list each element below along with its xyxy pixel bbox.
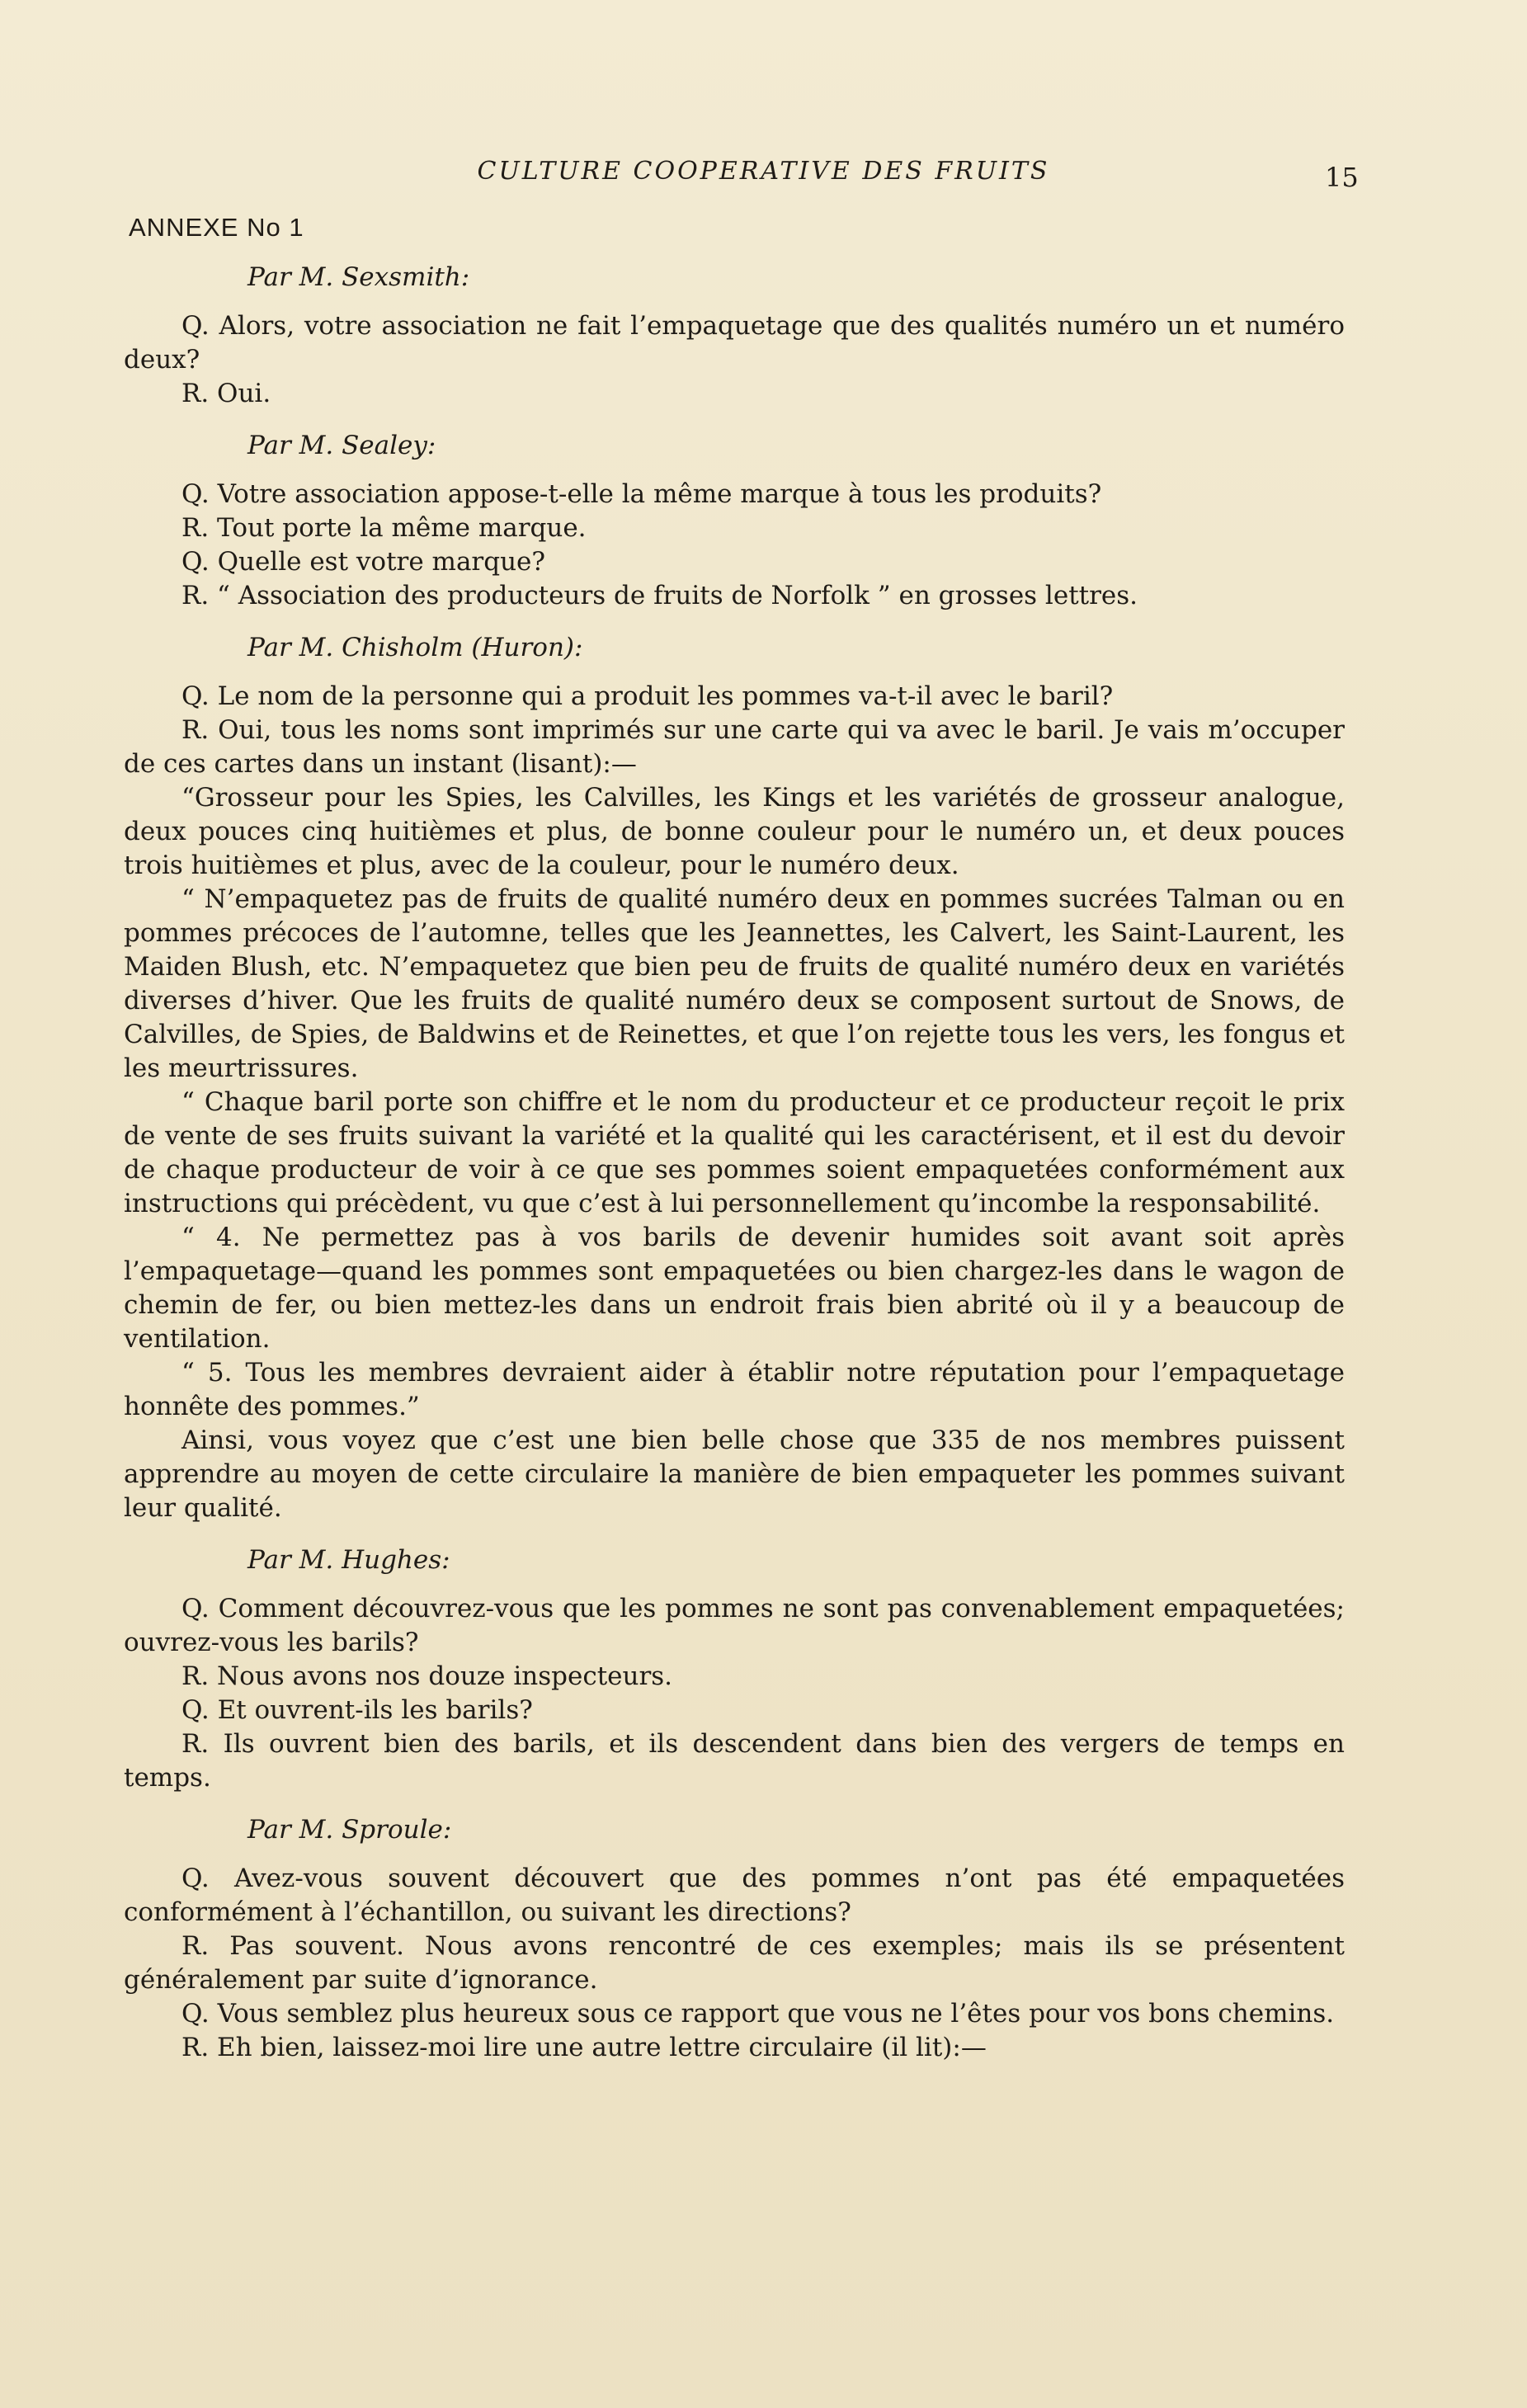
answer: R. Oui. [181,379,271,408]
quoted-paragraph: “ Chaque baril porte son chiffre et le nom du producteur et ce producteur reçoit le prix de vente de ses fruits suivant la variété et la qualité qui les caractérisent, et il est du devoir de chaque producteur de voir à ce que ses pommes soient empaquetées conformément aux instructions qui précèdent, vu que c’est à lui personnellement qu’incombe la responsabilité. [124,1087,1345,1218]
speaker-heading: Par M. Hughes: [247,1545,450,1575]
speaker-heading: Par M. Sealey: [247,431,436,460]
body-text [124,261,1345,2065]
question: Q. Alors, votre association ne fait l’empaquetage que des qualités numéro un et numéro deux? [124,311,1345,375]
paragraph: Ainsi, vous voyez que c’est une bien belle chose que 335 de nos membres puissent apprendre au moyen de cette circulaire la manière de bien empaqueter les pommes suivant leur qualité. [124,1425,1345,1523]
answer: R. Oui, tous les noms sont imprimés sur une carte qui va avec le baril. Je vais m’occuper de ces cartes dans un instant (lisant):— [124,715,1345,779]
answer: R. Eh bien, laissez-moi lire une autre lettre circulaire (il lit):— [181,2033,987,2062]
question: Q. Avez-vous souvent découvert que des pommes n’ont pas été empaquetées conformément à l’échantillon, ou suivant les directions? [124,1864,1345,1927]
answer: R. Tout porte la même marque. [181,513,587,543]
answer: R. Nous avons nos douze inspecteurs. [181,1661,673,1691]
question: Q. Vous semblez plus heureux sous ce rapport que vous ne l’êtes pour vos bons chemins. [181,1999,1335,2029]
quoted-paragraph: “ N’empaquetez pas de fruits de qualité numéro deux en pommes sucrées Talman ou en pommes précoces de l’automne, telles que les Jeannettes, les Calvert, les Saint-Laurent, les Maiden Blush, etc. N’empaquetez que bien peu de fruits de qualité numéro deux en variétés diverses d’hiver. Que les fruits de qualité numéro deux se composent surtout de Snows, de Calvilles, de Spies, de Baldwins et de Reinettes, et que l’on rejette tous les vers, les fongus et les meurtrissures. [124,884,1345,1083]
question: Q. Le nom de la personne qui a produit les pommes va-t-il avec le baril? [181,681,1114,711]
quoted-paragraph: “Grosseur pour les Spies, les Calvilles, les Kings et les variétés de grosseur analogue, deux pouces cinq huitièmes et plus, de bonne couleur pour le numéro un, et deux pouces trois huitièmes et plus, avec de la couleur, pour le numéro deux. [124,783,1345,880]
question: Q. Comment découvrez-vous que les pommes ne sont pas convenablement empaquetées; ouvrez-vous les barils? [124,1594,1345,1657]
page-number: 15 [1325,162,1359,193]
quoted-paragraph: “ 4. Ne permettez pas à vos barils de devenir humides soit avant soit après l’empaquetage—quand les pommes sont empaquetées ou bien chargez-les dans le wagon de chemin de fer, ou bien mettez-les dans un endroit frais bien abrité où il y a beaucoup de ventilation. [124,1223,1345,1354]
speaker-heading: Par M. Chisholm (Huron): [247,633,583,662]
annex-label: ANNEXE No 1 [129,213,304,242]
answer: R. “ Association des producteurs de fruits de Norfolk ” en grosses lettres. [181,581,1138,610]
speaker-heading: Par M. Sproule: [247,1815,452,1845]
running-title: CULTURE COOPERATIVE DES FRUITS [477,157,1050,186]
quoted-paragraph: “ 5. Tous les membres devraient aider à établir notre réputation pour l’empaquetage honnête des pommes.” [124,1358,1345,1421]
question: Q. Et ouvrent-ils les barils? [181,1695,533,1725]
speaker-heading: Par M. Sexsmith: [247,262,470,292]
question: Q. Quelle est votre marque? [181,547,546,577]
answer: R. Pas souvent. Nous avons rencontré de ces exemples; mais ils se présentent généralement par suite d’ignorance. [124,1931,1345,1995]
answer: R. Ils ouvrent bien des barils, et ils descendent dans bien des vergers de temps en temps. [124,1729,1345,1793]
question: Q. Votre association appose-t-elle la même marque à tous les produits? [181,479,1102,509]
